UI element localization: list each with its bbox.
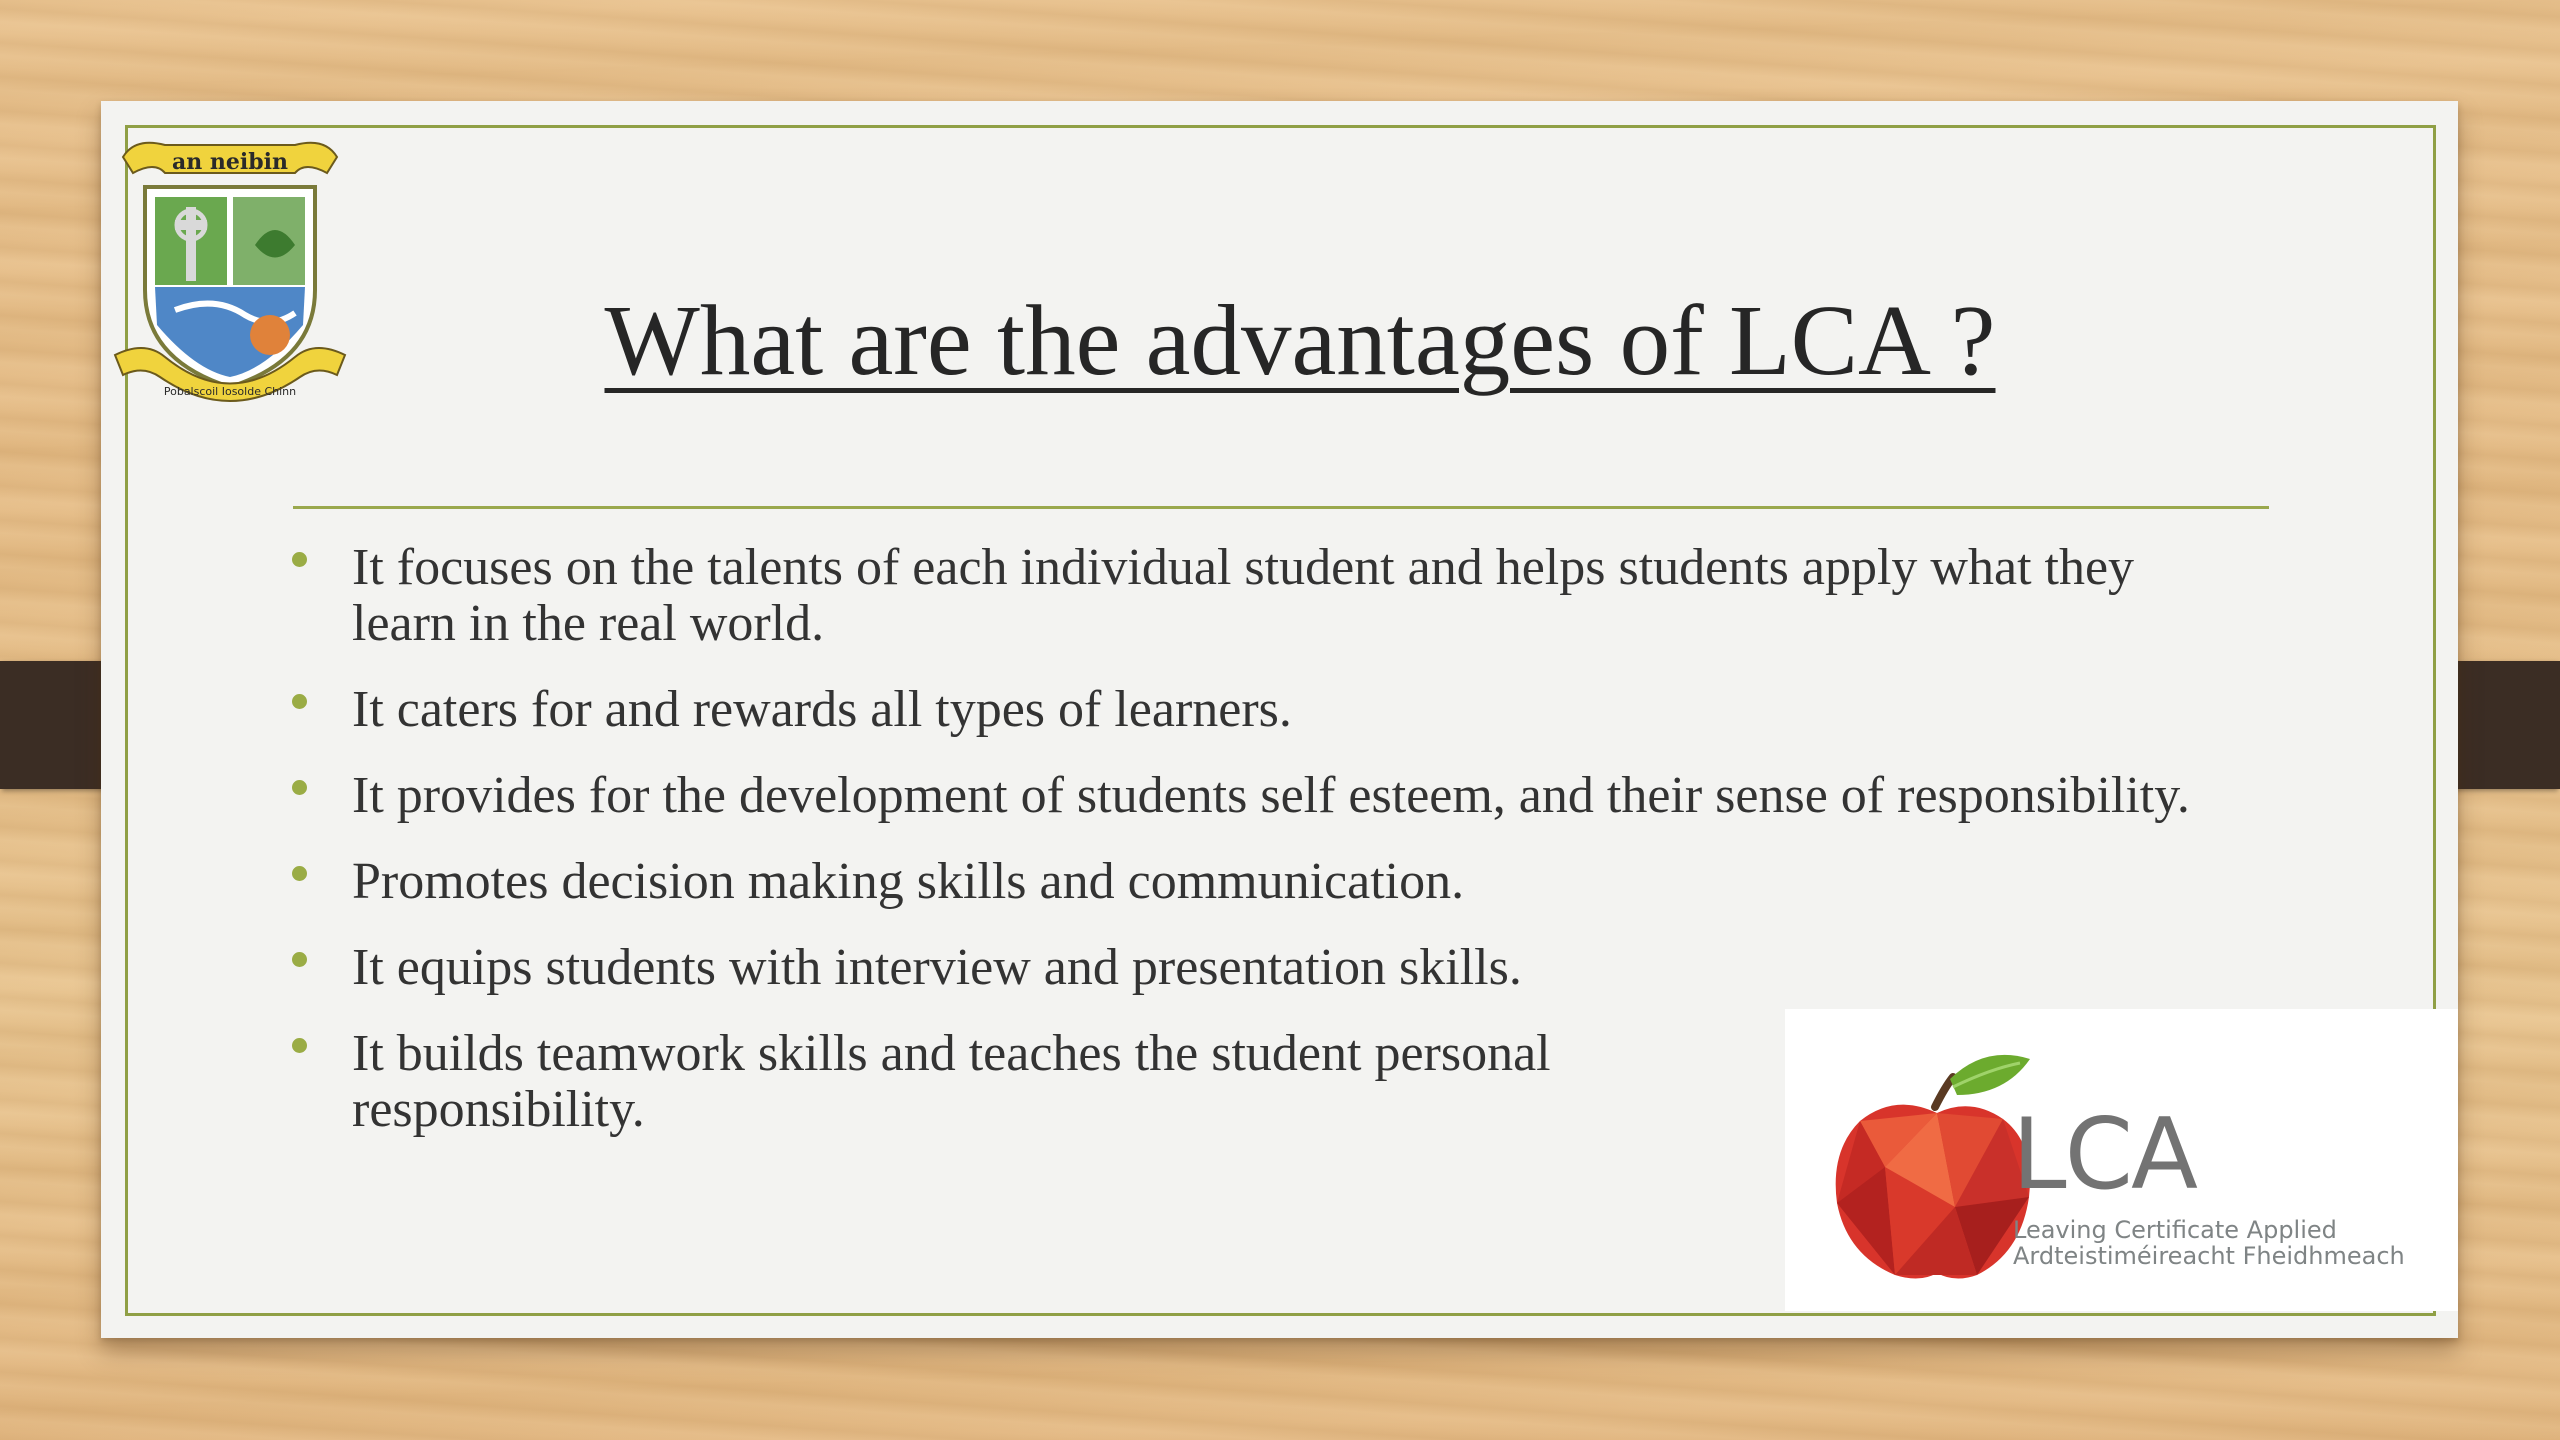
slide-title: What are the advantages of LCA ? <box>604 284 1996 396</box>
lca-wordmark: LCA <box>2012 1098 2197 1212</box>
bullet-dot-icon <box>292 780 307 795</box>
lca-logo <box>1785 1009 2458 1311</box>
bullet-dot-icon <box>292 694 307 709</box>
svg-text:Pobalscoil Iosolde Chinn: Pobalscoil Iosolde Chinn <box>163 385 297 398</box>
bullet-item: It focuses on the talents of each individual student and helps students apply what they learn in the real world. <box>290 540 2230 652</box>
bullet-item: Promotes decision making skills and communication. <box>290 854 2230 910</box>
bullet-dot-icon <box>292 552 307 567</box>
svg-text:an neibin: an neibin <box>172 149 288 175</box>
bullet-item: It provides for the development of students self esteem, and their sense of responsibility. <box>290 768 2230 824</box>
bullet-item: It builds teamwork skills and teaches the student personal responsibility. <box>290 1026 1772 1138</box>
bullet-item: It caters for and rewards all types of learners. <box>290 682 2230 738</box>
title-divider <box>293 506 2269 509</box>
lca-subtitle-irish: Ardteistiméireacht Fheidhmeach <box>2013 1242 2405 1270</box>
lca-subtitle-english: Leaving Certificate Applied <box>2013 1216 2337 1244</box>
bullet-dot-icon <box>292 952 307 967</box>
bullet-dot-icon <box>292 1038 307 1053</box>
bullet-dot-icon <box>292 866 307 881</box>
bullet-item: It equips students with interview and presentation skills. <box>290 940 2230 996</box>
